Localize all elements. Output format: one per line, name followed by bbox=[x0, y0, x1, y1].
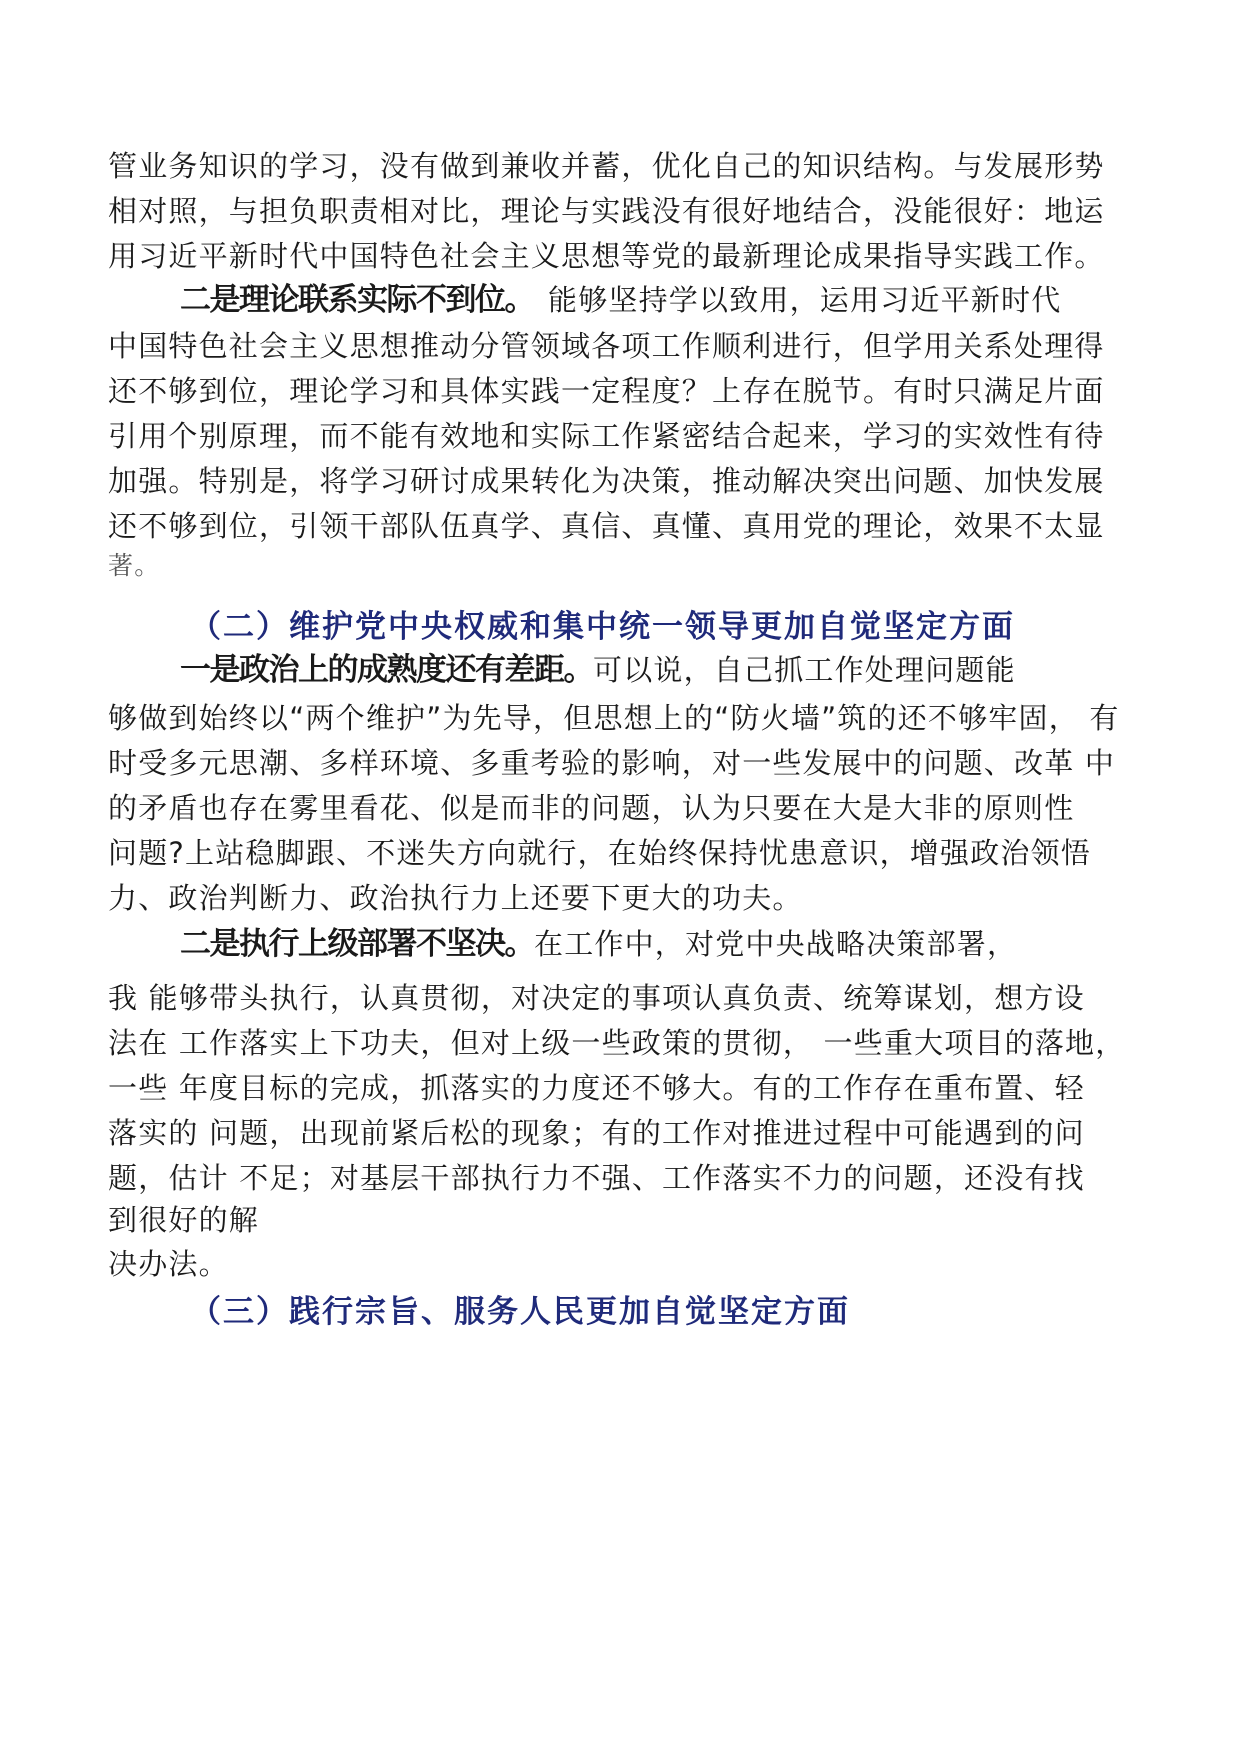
paragraph-4-line-5: 题，估计 不足；对基层干部执行力不强、工作落实不力的问题，还没有找 bbox=[108, 1161, 1085, 1195]
paragraph-2-line-4: 加强。特别是，将学习研讨成果转化为决策，推动解决突出问题、加快发展 bbox=[108, 464, 1105, 498]
paragraph-2-line-6: 著。 bbox=[108, 551, 161, 580]
paragraph-4-line-6: 到很好的解 bbox=[108, 1203, 260, 1237]
paragraph-4-line-4: 落实的 问题，出现前紧后松的现象；有的工作对推进过程中可能遇到的问 bbox=[108, 1116, 1085, 1150]
paragraph-3-line-4: 问题?上站稳脚跟、不迷失方向就行，在始终保持忧患意识，增强政治领悟 bbox=[108, 836, 1091, 870]
paragraph-4-line-3: 一些 年度目标的完成，抓落实的力度还不够大。有的工作存在重布置、轻 bbox=[108, 1071, 1085, 1105]
paragraph-4-line-7: 决办法。 bbox=[108, 1247, 229, 1281]
paragraph-3-line-1: 够做到始终以“两个维护”为先导，但思想上的“防火墙”筑的还不够牢固， 有 bbox=[108, 701, 1120, 735]
paragraph-2-lead-rest: 能够坚持学以致用，运用习近平新时代 bbox=[548, 283, 1062, 317]
paragraph-3-line-3: 的矛盾也存在雾里看花、似是而非的问题，认为只要在大是大非的原则性 bbox=[108, 791, 1075, 825]
paragraph-3-lead-bold: 一是政治上的成熟度还有差距。 bbox=[180, 652, 593, 688]
section-2-heading: （二）维护党中央权威和集中统一领导更加自觉坚定方面 bbox=[190, 609, 1015, 645]
paragraph-2-line-2: 还不够到位，理论学习和具体实践一定程度？上存在脱节。有时只满足片面 bbox=[108, 374, 1105, 408]
paragraph-4-lead-line bbox=[180, 926, 1017, 962]
paragraph-4-lead-bold: 二是执行上级部署不坚决。 bbox=[180, 926, 534, 962]
paragraph-4-lead-rest: 在工作中，对党中央战略决策部署， bbox=[534, 927, 1018, 961]
section-3-heading: （三）践行宗旨、服务人民更加自觉坚定方面 bbox=[190, 1294, 850, 1330]
paragraph-2-line-5: 还不够到位，引领干部队伍真学、真信、真懂、真用党的理论，效果不太显 bbox=[108, 509, 1105, 543]
paragraph-4-line-2: 法在 工作落实上下功夫，但对上级一些政策的贯彻， 一些重大项目的落地， bbox=[108, 1026, 1126, 1060]
paragraph-3-lead-rest: 可以说，自己抓工作处理问题能 bbox=[593, 653, 1016, 687]
paragraph-3-line-5: 力、政治判断力、政治执行力上还要下更大的功夫。 bbox=[108, 881, 803, 915]
paragraph-2-lead-line bbox=[180, 282, 1061, 318]
paragraph-3-line-2: 时受多元思潮、多样环境、多重考验的影响，对一些发展中的问题、改革 中 bbox=[108, 746, 1116, 780]
paragraph-1-line-1: 管业务知识的学习，没有做到兼收并蓄，优化自己的知识结构。与发展形势 bbox=[108, 149, 1105, 183]
paragraph-2-line-1: 中国特色社会主义思想推动分管领域各项工作顺利进行，但学用关系处理得 bbox=[108, 329, 1105, 363]
paragraph-1-line-2: 相对照，与担负职责相对比，理论与实践没有很好地结合，没能很好：地运 bbox=[108, 194, 1105, 228]
paragraph-2-line-3: 引用个别原理，而不能有效地和实际工作紧密结合起来，学习的实效性有待 bbox=[108, 419, 1105, 453]
paragraph-4-line-1: 我 能够带头执行，认真贯彻，对决定的事项认真负责、统筹谋划，想方设 bbox=[108, 981, 1085, 1015]
paragraph-1-line-3: 用习近平新时代中国特色社会主义思想等党的最新理论成果指导实践工作。 bbox=[108, 239, 1105, 273]
paragraph-2-lead-bold: 二是理论联系实际不到位。 bbox=[180, 282, 534, 318]
paragraph-3-lead-line bbox=[180, 652, 1016, 688]
